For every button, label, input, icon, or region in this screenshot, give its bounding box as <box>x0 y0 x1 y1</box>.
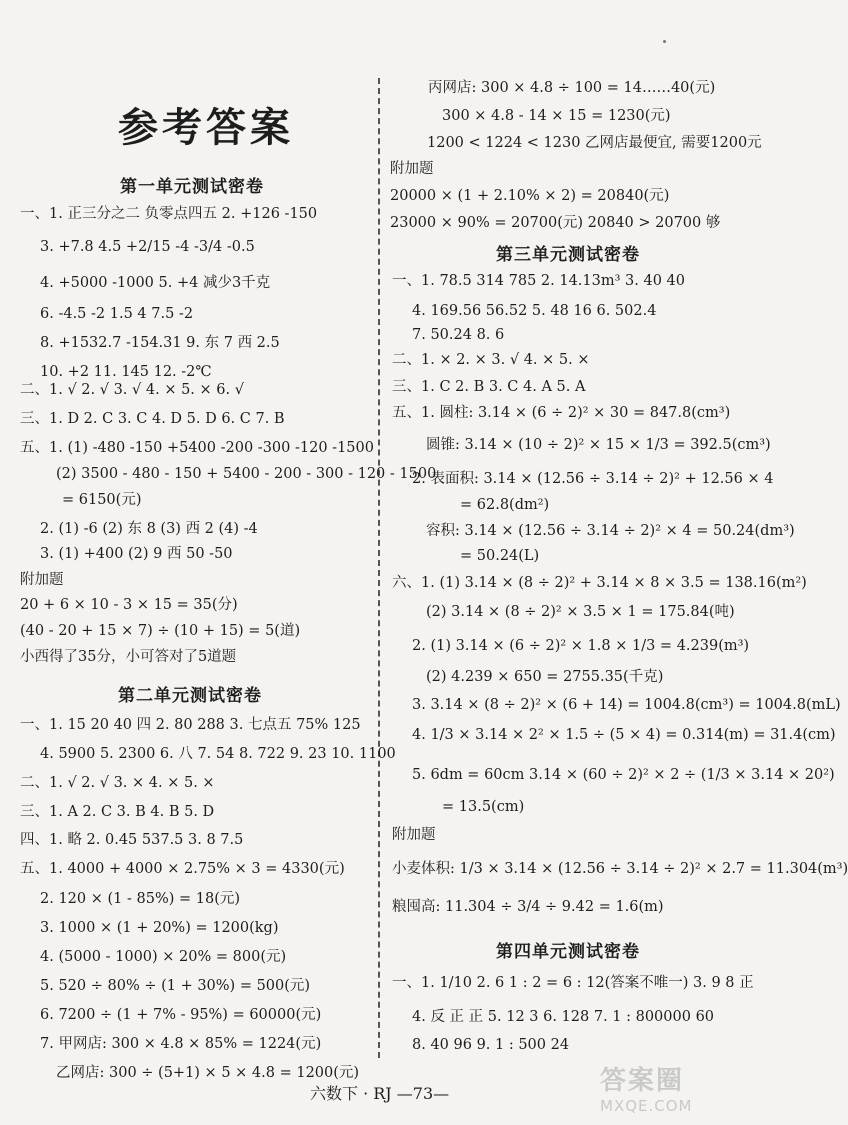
dot-mark <box>663 40 666 43</box>
answer-line: 三、1. A 2. C 3. B 4. B 5. D <box>20 804 215 820</box>
answer-line: 10. +2 11. 145 12. -2℃ <box>40 364 212 380</box>
answer-line: 4. (5000 - 1000) × 20% = 800(元) <box>40 949 287 965</box>
answer-line: 1200 < 1224 < 1230 乙网店最便宜, 需要1200元 <box>427 135 762 151</box>
answer-line: 8. 40 96 9. 1 : 500 24 <box>412 1037 570 1053</box>
answer-line: 20000 × (1 + 2.10% × 2) = 20840(元) <box>390 188 670 204</box>
answer-line: 六、1. (1) 3.14 × (8 ÷ 2)² + 3.14 × 8 × 3.5 = 138.16(m²) <box>392 575 807 591</box>
answer-line: (2) 3.14 × (8 ÷ 2)² × 3.5 × 1 = 175.84(吨) <box>426 604 735 620</box>
answer-line: = 50.24(L) <box>460 548 540 564</box>
answer-line: 6. -4.5 -2 1.5 4 7.5 -2 <box>40 306 194 322</box>
answer-line: (40 - 20 + 15 × 7) ÷ (10 + 15) = 5(道) <box>20 623 301 639</box>
watermark-text: 答案圈 <box>600 1066 685 1096</box>
answer-line: 三、1. D 2. C 3. C 4. D 5. D 6. C 7. B <box>20 411 285 427</box>
answer-line: 二、1. √ 2. √ 3. √ 4. × 5. × 6. √ <box>20 382 244 398</box>
answer-line: = 13.5(cm) <box>442 799 525 815</box>
answer-line: 23000 × 90% = 20700(元) 20840 > 20700 够 <box>390 215 721 231</box>
answer-line: = 62.8(dm²) <box>460 497 550 513</box>
answer-line: 4. 1/3 × 3.14 × 2² × 1.5 ÷ (5 × 4) = 0.314(m) = 31.4(cm) <box>412 727 836 743</box>
answer-line: 3. 1000 × (1 + 20%) = 1200(kg) <box>40 920 279 936</box>
section-heading-unit2: 第二单元测试密卷 <box>118 686 262 706</box>
answer-line: 7. 甲网店: 300 × 4.8 × 85% = 1224(元) <box>40 1036 322 1052</box>
column-divider <box>378 78 380 1058</box>
answer-line: 8. +1532.7 -154.31 9. 东 7 西 2.5 <box>40 335 280 351</box>
answer-line: 一、1. 15 20 40 四 2. 80 288 3. 七点五 75% 125 <box>20 717 361 733</box>
answer-line: 小麦体积: 1/3 × 3.14 × (12.56 ÷ 3.14 ÷ 2)² × 2.7 = 11.304(m³) <box>392 861 848 877</box>
answer-line: 2. 表面积: 3.14 × (12.56 ÷ 3.14 ÷ 2)² + 12.56 × 4 <box>412 471 774 487</box>
watermark-url: MXQE.COM <box>600 1097 693 1115</box>
answer-line: 4. 5900 5. 2300 6. 八 7. 54 8. 722 9. 23 10. 1100 <box>40 746 396 762</box>
answer-line: 5. 520 ÷ 80% ÷ (1 + 30%) = 500(元) <box>40 978 311 994</box>
answer-line: 四、1. 略 2. 0.45 537.5 3. 8 7.5 <box>20 832 244 848</box>
answer-line: 五、1. 圆柱: 3.14 × (6 ÷ 2)² × 30 = 847.8(cm³) <box>392 405 731 421</box>
answer-line: 6. 7200 ÷ (1 + 7% - 95%) = 60000(元) <box>40 1007 322 1023</box>
answer-line: 2. (1) -6 (2) 东 8 (3) 西 2 (4) -4 <box>40 521 258 537</box>
answer-line: 5. 6dm = 60cm 3.14 × (60 ÷ 2)² × 2 ÷ (1/3 × 3.14 × 20²) <box>412 767 835 783</box>
answer-line: 一、1. 1/10 2. 6 1 : 2 = 6 : 12(答案不唯一) 3. 9 8 正 <box>392 975 754 991</box>
answer-line: 乙网店: 300 ÷ (5+1) × 5 × 4.8 = 1200(元) <box>56 1065 360 1081</box>
answer-line: 2. 120 × (1 - 85%) = 18(元) <box>40 891 241 907</box>
answer-line: 二、1. × 2. × 3. √ 4. × 5. × <box>392 352 590 368</box>
watermark-logo <box>600 1060 740 1118</box>
answer-line: 3. (1) +400 (2) 9 西 50 -50 <box>40 546 233 562</box>
answer-line: 附加题 <box>392 827 436 843</box>
answer-line: 300 × 4.8 - 14 × 15 = 1230(元) <box>442 108 671 124</box>
answer-line: 2. (1) 3.14 × (6 ÷ 2)² × 1.8 × 1/3 = 4.239(m³) <box>412 638 750 654</box>
answer-line: 小西得了35分，小可答对了5道题 <box>20 649 237 665</box>
answer-line: 4. +5000 -1000 5. +4 减少3千克 <box>40 275 271 291</box>
answer-line: 一、1. 78.5 314 785 2. 14.13m³ 3. 40 40 <box>392 273 685 289</box>
section-heading-unit4: 第四单元测试密卷 <box>496 942 640 962</box>
section-heading-unit3: 第三单元测试密卷 <box>496 245 640 265</box>
answer-line: 粮囤高: 11.304 ÷ 3/4 ÷ 9.42 = 1.6(m) <box>392 899 664 915</box>
answer-line: 7. 50.24 8. 6 <box>412 327 505 343</box>
page-footer: 六数下 · RJ —73— <box>310 1084 450 1103</box>
answer-line: 圆锥: 3.14 × (10 ÷ 2)² × 15 × 1/3 = 392.5(cm³) <box>426 437 771 453</box>
answer-line: 4. 反 正 正 5. 12 3 6. 128 7. 1 : 800000 60 <box>412 1009 715 1025</box>
page-title: 参考答案 <box>118 104 294 151</box>
answer-line: 4. 169.56 56.52 5. 48 16 6. 502.4 <box>412 303 657 319</box>
answer-line: 容积: 3.14 × (12.56 ÷ 3.14 ÷ 2)² × 4 = 50.24(dm³) <box>426 523 795 539</box>
answer-line: 20 + 6 × 10 - 3 × 15 = 35(分) <box>20 597 238 613</box>
answer-line: 附加题 <box>20 572 64 588</box>
answer-line: 附加题 <box>390 161 434 177</box>
answer-line: 3. +7.8 4.5 +2/15 -4 -3/4 -0.5 <box>40 239 255 255</box>
section-heading-unit1: 第一单元测试密卷 <box>120 177 264 197</box>
answer-line: (2) 3500 - 480 - 150 + 5400 - 200 - 300 - 120 - 1500 <box>56 466 437 482</box>
answer-line: 三、1. C 2. B 3. C 4. A 5. A <box>392 379 586 395</box>
answer-line: 3. 3.14 × (8 ÷ 2)² × (6 + 14) = 1004.8(cm³) = 1004.8(mL) <box>412 697 841 713</box>
answer-line: 丙网店: 300 × 4.8 ÷ 100 = 14……40(元) <box>428 80 716 96</box>
answer-line: 二、1. √ 2. √ 3. × 4. × 5. × <box>20 775 215 791</box>
answer-line: 五、1. 4000 + 4000 × 2.75% × 3 = 4330(元) <box>20 861 345 877</box>
answer-line: = 6150(元) <box>62 492 142 508</box>
answer-line: 五、1. (1) -480 -150 +5400 -200 -300 -120 -1500 <box>20 440 374 456</box>
answer-line: 一、1. 正三分之二 负零点四五 2. +126 -150 <box>20 206 318 222</box>
answer-line: (2) 4.239 × 650 = 2755.35(千克) <box>426 669 664 685</box>
